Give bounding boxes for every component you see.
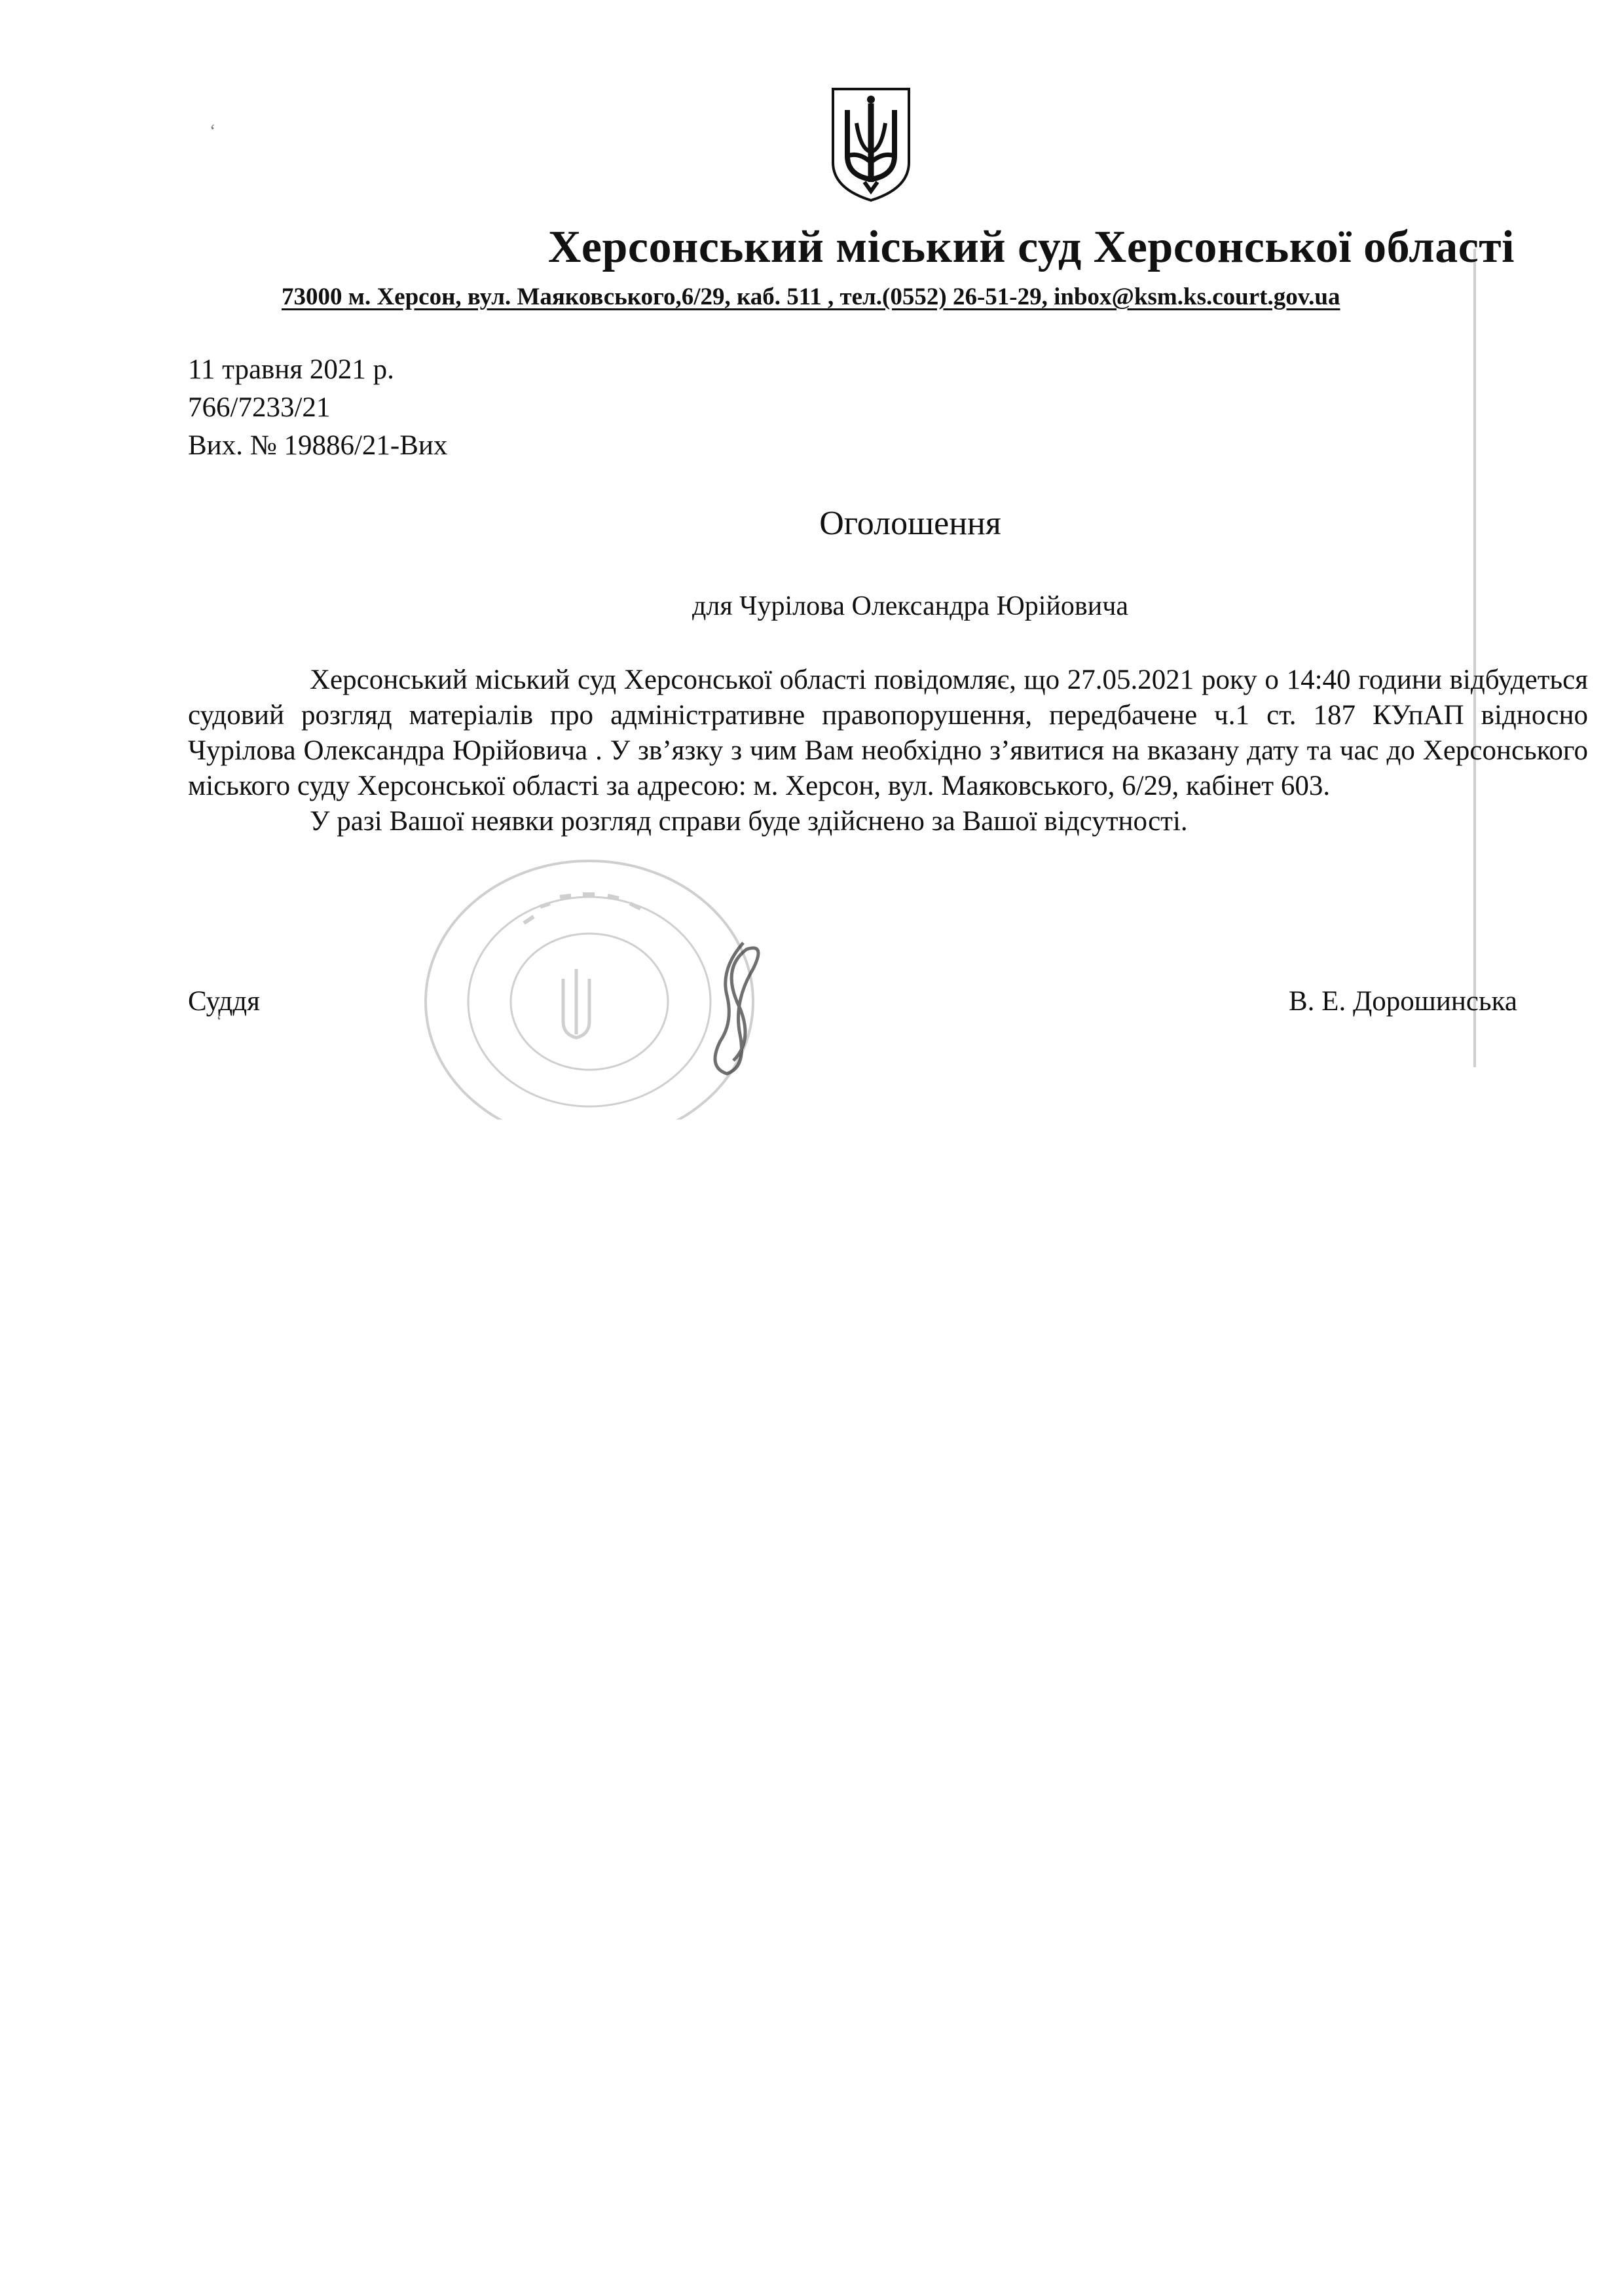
notice-title: Оголошення xyxy=(819,505,1001,542)
scan-speck: ‘ xyxy=(216,1011,223,1032)
court-name-heading: Херсонський міський суд Херсонської області xyxy=(547,222,1515,272)
outgoing-number: Вих. № 19886/21-Вих xyxy=(188,430,448,461)
notice-paragraph-1: Херсонський міський суд Херсонської області повідомляє, що 27.05.2021 року о 14:40 години відбудеться судовий розгляд матеріалів про адміністративне правопорушення, передбачене ч.1 ст. 187 КУпАП відносно Чурілова Олександра Юрійовича . У зв’язку з чим Вам необхідно з’явитися на вказану дату та час до Херсонського міського суду Херсонської області за адресою: м. Херсон, вул. Маяковського, 6/29, кабінет 603. xyxy=(188,665,1588,801)
judge-role-label: Суддя xyxy=(188,986,260,1017)
handwritten-signature-icon xyxy=(681,930,786,1080)
notice-addressee: для Чурілова Олександра Юрійовича xyxy=(692,591,1128,621)
scan-edge-line xyxy=(1473,249,1476,1067)
scan-speck: ‘ xyxy=(210,121,216,141)
document-date: 11 травня 2021 р. xyxy=(188,354,394,385)
case-number: 766/7233/21 xyxy=(188,392,331,423)
notice-paragraph-2: У разі Вашої неявки розгляд справи буде здійснено за Вашої відсутності. xyxy=(310,806,1188,837)
notice-body xyxy=(188,663,1588,839)
court-address-line: 73000 м. Херсон, вул. Маяковського,6/29, каб. 511 , тел.(0552) 26-51-29, inbox@ksm.ks.court.gov.ua xyxy=(282,283,1340,310)
judge-name: В. Е. Дорошинська xyxy=(1289,986,1517,1017)
trident-coat-of-arms-icon xyxy=(828,84,914,204)
